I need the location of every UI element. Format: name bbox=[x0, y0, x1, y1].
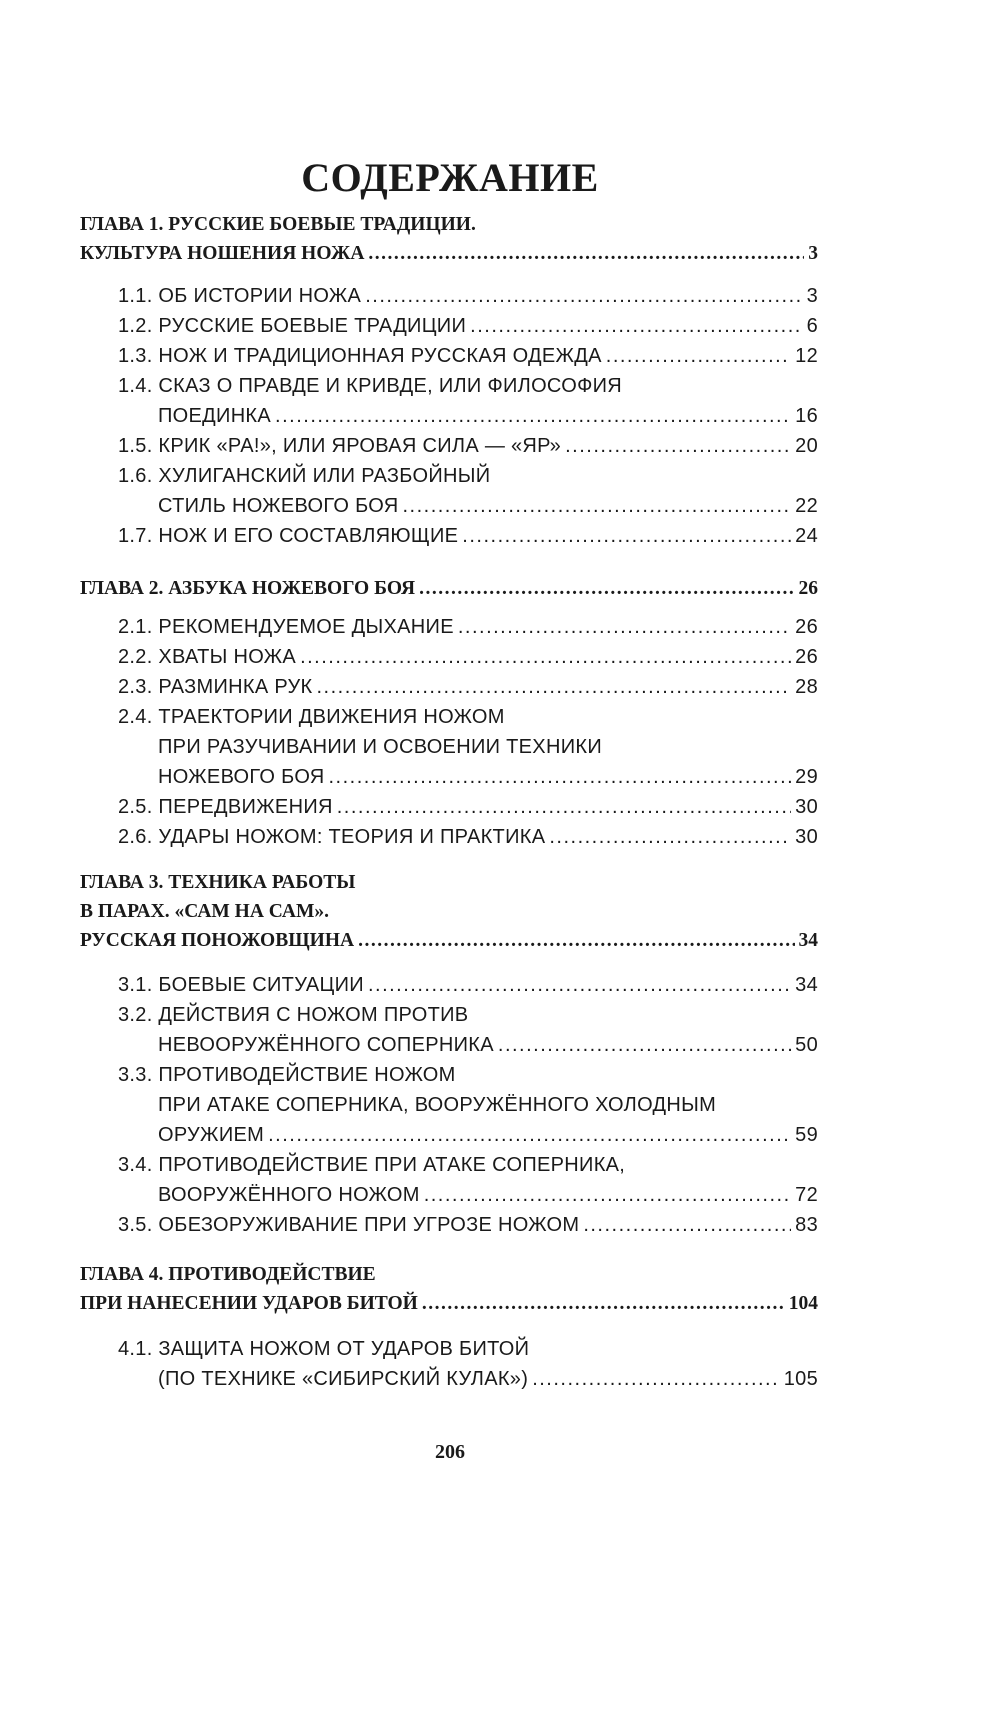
toc-entry bbox=[118, 521, 818, 551]
entry-text: ПРИ РАЗУЧИВАНИИ И ОСВОЕНИИ ТЕХНИКИ bbox=[158, 736, 602, 758]
chapter-heading bbox=[80, 868, 818, 955]
chapter-heading bbox=[80, 1260, 818, 1318]
entry-text: 1.2. РУССКИЕ БОЕВЫЕ ТРАДИЦИИ bbox=[118, 315, 467, 337]
dot-leader bbox=[583, 1210, 791, 1240]
chapter-text: РУССКАЯ ПОНОЖОВЩИНА bbox=[80, 930, 355, 951]
entry-page-number: 6 bbox=[806, 315, 818, 337]
chapter-page-number: 3 bbox=[808, 243, 818, 264]
chapter-text: ГЛАВА 3. ТЕХНИКА РАБОТЫ bbox=[80, 872, 356, 893]
entry-page-number: 72 bbox=[795, 1184, 818, 1206]
page-title: СОДЕРЖАНИЕ bbox=[301, 155, 599, 200]
entry-page-number: 29 bbox=[795, 766, 818, 788]
chapter-line bbox=[80, 1260, 818, 1289]
entry-text: 1.1. ОБ ИСТОРИИ НОЖА bbox=[118, 285, 362, 307]
chapter-text: ПРИ НАНЕСЕНИИ УДАРОВ БИТОЙ bbox=[80, 1293, 418, 1314]
dot-leader bbox=[358, 926, 794, 955]
toc-entry bbox=[118, 642, 818, 672]
entry-line bbox=[118, 1180, 818, 1210]
entry-text: 1.6. ХУЛИГАНСКИЙ ИЛИ РАЗБОЙНЫЙ bbox=[118, 465, 491, 487]
entry-text: СТИЛЬ НОЖЕВОГО БОЯ bbox=[158, 495, 399, 517]
entry-line bbox=[118, 1060, 818, 1090]
entry-line bbox=[118, 762, 818, 792]
entry-line bbox=[118, 1334, 818, 1364]
entry-text: НЕВООРУЖЁННОГО СОПЕРНИКА bbox=[158, 1034, 494, 1056]
entry-line bbox=[118, 341, 818, 371]
entry-line bbox=[118, 732, 818, 762]
entry-page-number: 34 bbox=[795, 974, 818, 996]
entry-text: ПРИ АТАКЕ СОПЕРНИКА, ВООРУЖЁННОГО ХОЛОДНЫМ bbox=[158, 1094, 717, 1116]
dot-leader bbox=[498, 1030, 791, 1060]
toc-entry bbox=[118, 792, 818, 822]
entry-line bbox=[118, 401, 818, 431]
entry-line bbox=[118, 371, 818, 401]
entry-text: 1.5. КРИК «РА!», ИЛИ ЯРОВАЯ СИЛА — «ЯР» bbox=[118, 435, 562, 457]
toc-entry bbox=[118, 612, 818, 642]
entry-line bbox=[118, 431, 818, 461]
entry-text: 1.3. НОЖ И ТРАДИЦИОННАЯ РУССКАЯ ОДЕЖДА bbox=[118, 345, 602, 367]
entry-text: 3.3. ПРОТИВОДЕЙСТВИЕ НОЖОМ bbox=[118, 1064, 456, 1086]
dot-leader bbox=[328, 762, 791, 792]
chapter-line bbox=[80, 239, 818, 268]
entry-text: 2.4. ТРАЕКТОРИИ ДВИЖЕНИЯ НОЖОМ bbox=[118, 706, 505, 728]
entry-line bbox=[118, 970, 818, 1000]
toc-entry bbox=[118, 1334, 818, 1394]
dot-leader bbox=[317, 672, 792, 702]
chapter-line bbox=[80, 897, 818, 926]
entry-line bbox=[118, 1364, 818, 1394]
toc-entry bbox=[118, 1210, 818, 1240]
toc-entry bbox=[118, 672, 818, 702]
dot-leader bbox=[337, 792, 791, 822]
dot-leader bbox=[368, 970, 791, 1000]
entry-text: 2.3. РАЗМИНКА РУК bbox=[118, 676, 313, 698]
entry-page-number: 83 bbox=[795, 1214, 818, 1236]
entry-line bbox=[118, 491, 818, 521]
page-number: 206 bbox=[435, 1441, 465, 1463]
entry-page-number: 26 bbox=[795, 646, 818, 668]
entry-text: (ПО ТЕХНИКЕ «СИБИРСКИЙ КУЛАК») bbox=[158, 1368, 529, 1390]
entry-line bbox=[118, 1000, 818, 1030]
dot-leader bbox=[268, 1120, 791, 1150]
entry-line bbox=[118, 1030, 818, 1060]
entry-line bbox=[118, 281, 818, 311]
toc-entry bbox=[118, 311, 818, 341]
entry-line bbox=[118, 1120, 818, 1150]
dot-leader bbox=[368, 239, 804, 268]
chapter-page-number: 26 bbox=[798, 578, 818, 599]
entry-page-number: 22 bbox=[795, 495, 818, 517]
toc-entry bbox=[118, 1000, 818, 1060]
chapter-line bbox=[80, 926, 818, 955]
entry-page-number: 30 bbox=[795, 826, 818, 848]
chapter-text: КУЛЬТУРА НОШЕНИЯ НОЖА bbox=[80, 243, 365, 264]
entry-text: 2.6. УДАРЫ НОЖОМ: ТЕОРИЯ И ПРАКТИКА bbox=[118, 826, 546, 848]
chapter-heading bbox=[80, 210, 818, 268]
entry-text: ОРУЖИЕМ bbox=[158, 1124, 265, 1146]
entry-text: 3.5. ОБЕЗОРУЖИВАНИЕ ПРИ УГРОЗЕ НОЖОМ bbox=[118, 1214, 580, 1236]
dot-leader bbox=[402, 491, 791, 521]
entry-line bbox=[118, 642, 818, 672]
entry-page-number: 3 bbox=[806, 285, 818, 307]
entry-line bbox=[118, 702, 818, 732]
entry-line bbox=[118, 612, 818, 642]
chapter-text: ГЛАВА 2. АЗБУКА НОЖЕВОГО БОЯ bbox=[80, 578, 416, 599]
entry-text: 2.5. ПЕРЕДВИЖЕНИЯ bbox=[118, 796, 333, 818]
entry-page-number: 105 bbox=[783, 1368, 818, 1390]
toc-entry bbox=[118, 1060, 818, 1150]
chapter-heading bbox=[80, 574, 818, 603]
dot-leader bbox=[419, 574, 794, 603]
entry-text: 4.1. ЗАЩИТА НОЖОМ ОТ УДАРОВ БИТОЙ bbox=[118, 1338, 530, 1360]
toc-entry bbox=[118, 281, 818, 311]
entry-line bbox=[118, 792, 818, 822]
dot-leader bbox=[458, 612, 791, 642]
toc-entry bbox=[118, 431, 818, 461]
entry-line bbox=[118, 672, 818, 702]
entry-line bbox=[118, 1090, 818, 1120]
entry-text: 2.2. ХВАТЫ НОЖА bbox=[118, 646, 297, 668]
entry-line bbox=[118, 1210, 818, 1240]
entry-page-number: 20 bbox=[795, 435, 818, 457]
entry-text: НОЖЕВОГО БОЯ bbox=[158, 766, 325, 788]
entry-text: 3.1. БОЕВЫЕ СИТУАЦИИ bbox=[118, 974, 364, 996]
toc-entry bbox=[118, 371, 818, 431]
chapter-line bbox=[80, 868, 818, 897]
dot-leader bbox=[462, 521, 791, 551]
dot-leader bbox=[424, 1180, 791, 1210]
entry-line bbox=[118, 461, 818, 491]
chapter-text: ГЛАВА 1. РУССКИЕ БОЕВЫЕ ТРАДИЦИИ. bbox=[80, 214, 476, 235]
entry-page-number: 16 bbox=[795, 405, 818, 427]
entry-text: ВООРУЖЁННОГО НОЖОМ bbox=[158, 1184, 420, 1206]
entry-text: 2.1. РЕКОМЕНДУЕМОЕ ДЫХАНИЕ bbox=[118, 616, 454, 638]
chapter-line bbox=[80, 1289, 818, 1318]
entry-line bbox=[118, 1150, 818, 1180]
chapter-text: В ПАРАХ. «САМ НА САМ». bbox=[80, 901, 330, 922]
toc-entry bbox=[118, 461, 818, 521]
chapter-text: ГЛАВА 4. ПРОТИВОДЕЙСТВИЕ bbox=[80, 1264, 376, 1285]
entry-text: 3.4. ПРОТИВОДЕЙСТВИЕ ПРИ АТАКЕ СОПЕРНИКА, bbox=[118, 1154, 626, 1176]
dot-leader bbox=[606, 341, 791, 371]
entry-page-number: 24 bbox=[795, 525, 818, 547]
dot-leader bbox=[275, 401, 791, 431]
dot-leader bbox=[565, 431, 791, 461]
dot-leader bbox=[422, 1289, 785, 1318]
dot-leader bbox=[300, 642, 791, 672]
toc-entry bbox=[118, 1150, 818, 1210]
entry-text: 1.4. СКАЗ О ПРАВДЕ И КРИВДЕ, ИЛИ ФИЛОСОФИЯ bbox=[118, 375, 623, 397]
entry-page-number: 50 bbox=[795, 1034, 818, 1056]
entry-line bbox=[118, 521, 818, 551]
toc-entry bbox=[118, 822, 818, 852]
chapter-line bbox=[80, 574, 818, 603]
entry-line bbox=[118, 822, 818, 852]
dot-leader bbox=[549, 822, 791, 852]
toc-entry bbox=[118, 970, 818, 1000]
toc-entry bbox=[118, 702, 818, 792]
chapter-page-number: 34 bbox=[798, 930, 818, 951]
entry-page-number: 12 bbox=[795, 345, 818, 367]
dot-leader bbox=[470, 311, 802, 341]
toc-entry bbox=[118, 341, 818, 371]
chapter-line bbox=[80, 210, 818, 239]
entry-text: ПОЕДИНКА bbox=[158, 405, 272, 427]
chapter-page-number: 104 bbox=[788, 1293, 818, 1314]
entry-line bbox=[118, 311, 818, 341]
entry-page-number: 59 bbox=[795, 1124, 818, 1146]
dot-leader bbox=[532, 1364, 780, 1394]
entry-page-number: 30 bbox=[795, 796, 818, 818]
entry-text: 1.7. НОЖ И ЕГО СОСТАВЛЯЮЩИЕ bbox=[118, 525, 459, 547]
dot-leader bbox=[365, 281, 802, 311]
entry-page-number: 26 bbox=[795, 616, 818, 638]
entry-page-number: 28 bbox=[795, 676, 818, 698]
entry-text: 3.2. ДЕЙСТВИЯ С НОЖОМ ПРОТИВ bbox=[118, 1004, 469, 1026]
